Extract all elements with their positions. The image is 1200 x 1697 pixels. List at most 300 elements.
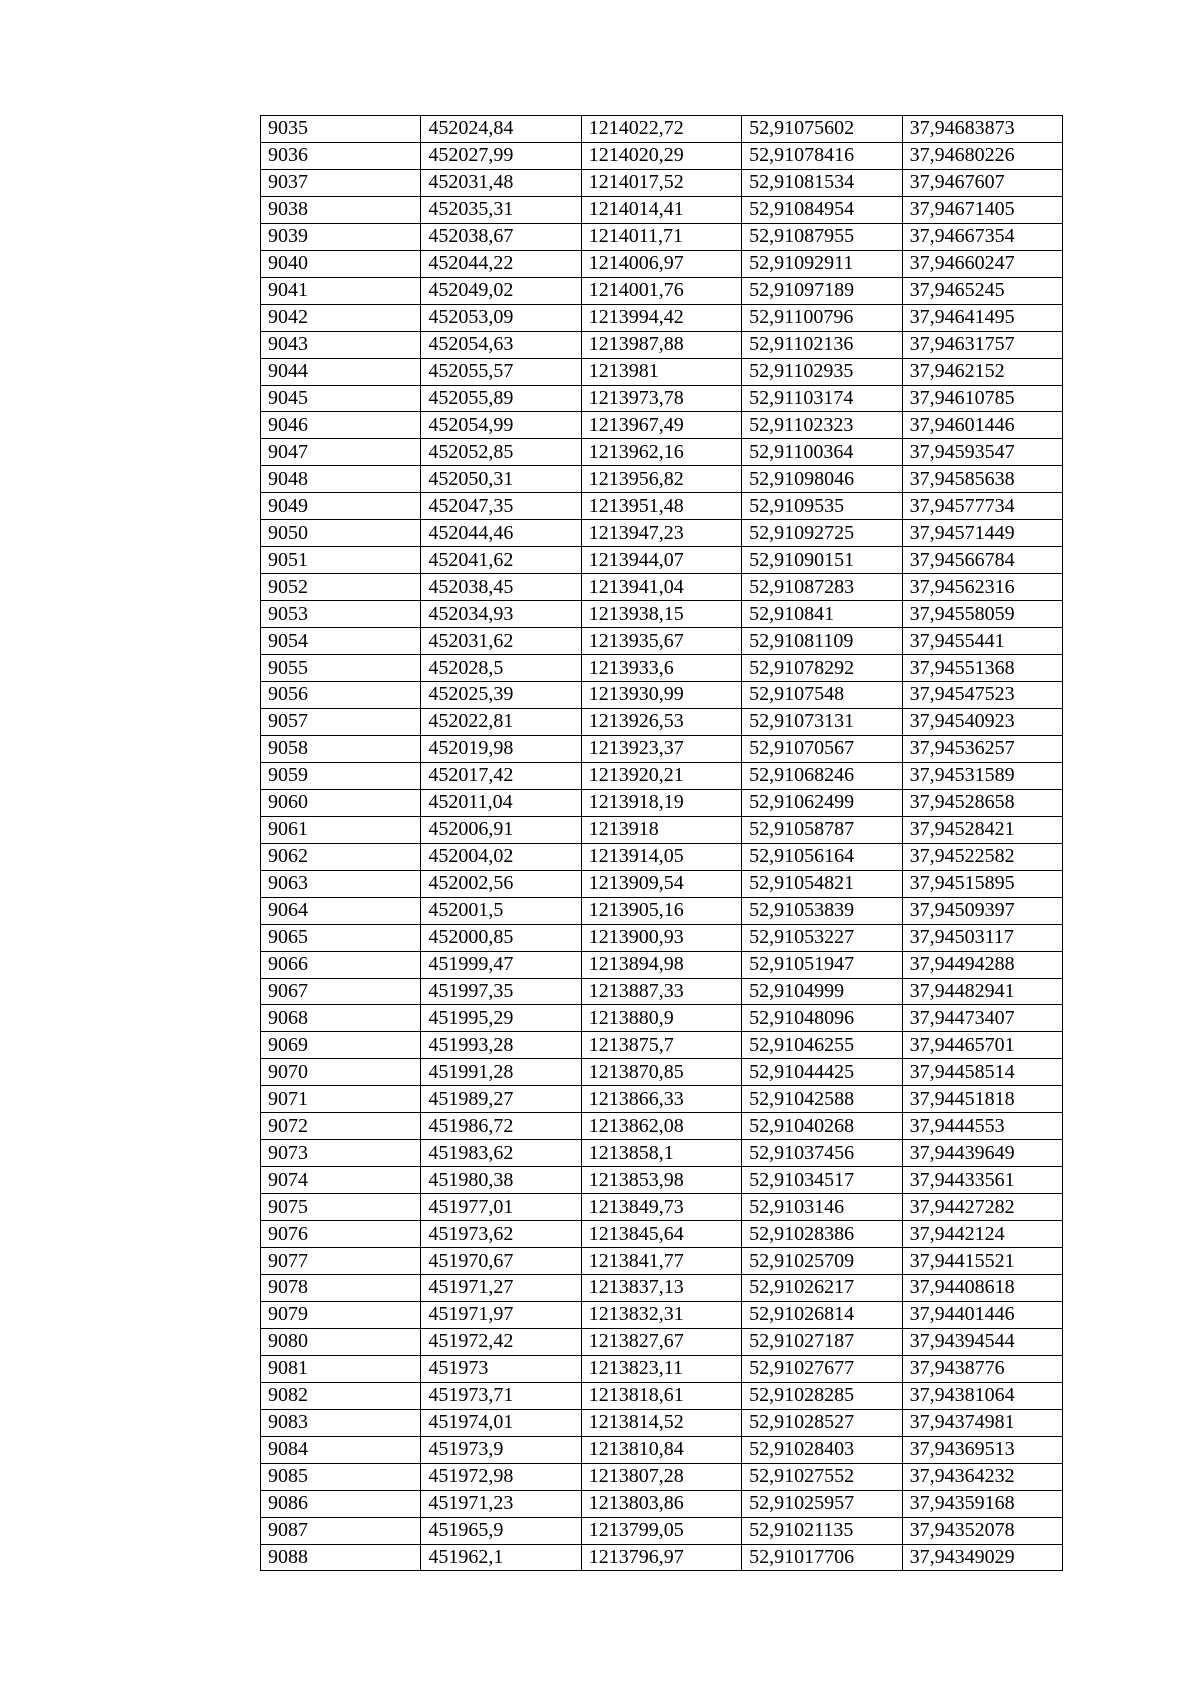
point-number-cell: 9044 (261, 358, 421, 385)
longitude-cell: 37,94359168 (902, 1490, 1062, 1517)
x-coordinate-cell: 451972,42 (421, 1328, 581, 1355)
point-number-cell: 9078 (261, 1274, 421, 1301)
longitude-cell: 37,94503117 (902, 924, 1062, 951)
longitude-cell: 37,94408618 (902, 1274, 1062, 1301)
longitude-cell: 37,94536257 (902, 735, 1062, 762)
longitude-cell: 37,94381064 (902, 1382, 1062, 1409)
table-row (261, 1409, 1063, 1436)
point-number-cell: 9050 (261, 520, 421, 547)
point-number-cell: 9055 (261, 655, 421, 682)
point-number-cell: 9043 (261, 331, 421, 358)
point-number-cell: 9042 (261, 304, 421, 331)
latitude-cell: 52,91044425 (742, 1059, 902, 1086)
point-number-cell: 9066 (261, 951, 421, 978)
longitude-cell: 37,94439649 (902, 1140, 1062, 1167)
point-number-cell: 9087 (261, 1517, 421, 1544)
latitude-cell: 52,91103174 (742, 385, 902, 412)
longitude-cell: 37,94547523 (902, 682, 1062, 709)
table-row (261, 789, 1063, 816)
x-coordinate-cell: 452024,84 (421, 116, 581, 143)
x-coordinate-cell: 452031,62 (421, 628, 581, 655)
x-coordinate-cell: 451989,27 (421, 1086, 581, 1113)
y-coordinate-cell: 1213981 (581, 358, 741, 385)
x-coordinate-cell: 451980,38 (421, 1167, 581, 1194)
point-number-cell: 9038 (261, 196, 421, 223)
x-coordinate-cell: 451991,28 (421, 1059, 581, 1086)
x-coordinate-cell: 452041,62 (421, 547, 581, 574)
longitude-cell: 37,94528421 (902, 816, 1062, 843)
latitude-cell: 52,91073131 (742, 708, 902, 735)
point-number-cell: 9060 (261, 789, 421, 816)
y-coordinate-cell: 1214001,76 (581, 277, 741, 304)
latitude-cell: 52,91081534 (742, 169, 902, 196)
y-coordinate-cell: 1214020,29 (581, 142, 741, 169)
y-coordinate-cell: 1213962,16 (581, 439, 741, 466)
x-coordinate-cell: 451971,97 (421, 1301, 581, 1328)
longitude-cell: 37,94494288 (902, 951, 1062, 978)
table-row (261, 1140, 1063, 1167)
y-coordinate-cell: 1213926,53 (581, 708, 741, 735)
latitude-cell: 52,91027677 (742, 1355, 902, 1382)
table-row (261, 1167, 1063, 1194)
point-number-cell: 9036 (261, 142, 421, 169)
point-number-cell: 9073 (261, 1140, 421, 1167)
x-coordinate-cell: 452038,45 (421, 574, 581, 601)
table-row (261, 223, 1063, 250)
longitude-cell: 37,94631757 (902, 331, 1062, 358)
longitude-cell: 37,94551368 (902, 655, 1062, 682)
point-number-cell: 9081 (261, 1355, 421, 1382)
longitude-cell: 37,94610785 (902, 385, 1062, 412)
x-coordinate-cell: 452022,81 (421, 708, 581, 735)
point-number-cell: 9072 (261, 1113, 421, 1140)
latitude-cell: 52,91053839 (742, 897, 902, 924)
latitude-cell: 52,91051947 (742, 951, 902, 978)
y-coordinate-cell: 1213947,23 (581, 520, 741, 547)
point-number-cell: 9077 (261, 1248, 421, 1275)
point-number-cell: 9064 (261, 897, 421, 924)
latitude-cell: 52,91042588 (742, 1086, 902, 1113)
table-row (261, 250, 1063, 277)
y-coordinate-cell: 1213799,05 (581, 1517, 741, 1544)
table-row (261, 1328, 1063, 1355)
table-row (261, 708, 1063, 735)
latitude-cell: 52,91056164 (742, 843, 902, 870)
x-coordinate-cell: 452006,91 (421, 816, 581, 843)
longitude-cell: 37,94540923 (902, 708, 1062, 735)
table-row (261, 735, 1063, 762)
x-coordinate-cell: 452031,48 (421, 169, 581, 196)
y-coordinate-cell: 1213810,84 (581, 1436, 741, 1463)
point-number-cell: 9040 (261, 250, 421, 277)
x-coordinate-cell: 452038,67 (421, 223, 581, 250)
x-coordinate-cell: 452019,98 (421, 735, 581, 762)
point-number-cell: 9054 (261, 628, 421, 655)
y-coordinate-cell: 1213827,67 (581, 1328, 741, 1355)
y-coordinate-cell: 1213818,61 (581, 1382, 741, 1409)
latitude-cell: 52,91068246 (742, 762, 902, 789)
point-number-cell: 9052 (261, 574, 421, 601)
latitude-cell: 52,91028527 (742, 1409, 902, 1436)
point-number-cell: 9057 (261, 708, 421, 735)
point-number-cell: 9062 (261, 843, 421, 870)
table-row (261, 116, 1063, 143)
y-coordinate-cell: 1213862,08 (581, 1113, 741, 1140)
y-coordinate-cell: 1213832,31 (581, 1301, 741, 1328)
y-coordinate-cell: 1213894,98 (581, 951, 741, 978)
x-coordinate-cell: 451999,47 (421, 951, 581, 978)
table-row (261, 1194, 1063, 1221)
longitude-cell: 37,94558059 (902, 601, 1062, 628)
y-coordinate-cell: 1213866,33 (581, 1086, 741, 1113)
longitude-cell: 37,94415521 (902, 1248, 1062, 1275)
x-coordinate-cell: 451973,9 (421, 1436, 581, 1463)
longitude-cell: 37,94509397 (902, 897, 1062, 924)
latitude-cell: 52,91102935 (742, 358, 902, 385)
longitude-cell: 37,9444553 (902, 1113, 1062, 1140)
point-number-cell: 9063 (261, 870, 421, 897)
x-coordinate-cell: 451965,9 (421, 1517, 581, 1544)
table-row (261, 196, 1063, 223)
table-row (261, 547, 1063, 574)
table-row (261, 843, 1063, 870)
latitude-cell: 52,91087283 (742, 574, 902, 601)
y-coordinate-cell: 1213823,11 (581, 1355, 741, 1382)
point-number-cell: 9083 (261, 1409, 421, 1436)
latitude-cell: 52,91025709 (742, 1248, 902, 1275)
y-coordinate-cell: 1213853,98 (581, 1167, 741, 1194)
table-row (261, 655, 1063, 682)
table-row (261, 601, 1063, 628)
longitude-cell: 37,94660247 (902, 250, 1062, 277)
latitude-cell: 52,91053227 (742, 924, 902, 951)
longitude-cell: 37,94601446 (902, 412, 1062, 439)
y-coordinate-cell: 1213994,42 (581, 304, 741, 331)
point-number-cell: 9041 (261, 277, 421, 304)
point-number-cell: 9069 (261, 1032, 421, 1059)
x-coordinate-cell: 451970,67 (421, 1248, 581, 1275)
y-coordinate-cell: 1213875,7 (581, 1032, 741, 1059)
latitude-cell: 52,91097189 (742, 277, 902, 304)
latitude-cell: 52,91092725 (742, 520, 902, 547)
x-coordinate-cell: 452054,63 (421, 331, 581, 358)
x-coordinate-cell: 451971,23 (421, 1490, 581, 1517)
latitude-cell: 52,91090151 (742, 547, 902, 574)
y-coordinate-cell: 1213935,67 (581, 628, 741, 655)
latitude-cell: 52,91040268 (742, 1113, 902, 1140)
point-number-cell: 9058 (261, 735, 421, 762)
table-row (261, 897, 1063, 924)
y-coordinate-cell: 1213849,73 (581, 1194, 741, 1221)
table-row (261, 1113, 1063, 1140)
x-coordinate-cell: 451973,62 (421, 1221, 581, 1248)
x-coordinate-cell: 452017,42 (421, 762, 581, 789)
y-coordinate-cell: 1213858,1 (581, 1140, 741, 1167)
longitude-cell: 37,94566784 (902, 547, 1062, 574)
table-row (261, 304, 1063, 331)
y-coordinate-cell: 1213941,04 (581, 574, 741, 601)
table-row (261, 520, 1063, 547)
longitude-cell: 37,94571449 (902, 520, 1062, 547)
y-coordinate-cell: 1214022,72 (581, 116, 741, 143)
x-coordinate-cell: 452049,02 (421, 277, 581, 304)
point-number-cell: 9071 (261, 1086, 421, 1113)
table-row (261, 466, 1063, 493)
point-number-cell: 9082 (261, 1382, 421, 1409)
point-number-cell: 9049 (261, 493, 421, 520)
point-number-cell: 9065 (261, 924, 421, 951)
latitude-cell: 52,91028403 (742, 1436, 902, 1463)
table-row (261, 1301, 1063, 1328)
latitude-cell: 52,91087955 (742, 223, 902, 250)
longitude-cell: 37,94683873 (902, 116, 1062, 143)
table-row (261, 1221, 1063, 1248)
table-row (261, 493, 1063, 520)
x-coordinate-cell: 452034,93 (421, 601, 581, 628)
point-number-cell: 9084 (261, 1436, 421, 1463)
longitude-cell: 37,94394544 (902, 1328, 1062, 1355)
x-coordinate-cell: 451983,62 (421, 1140, 581, 1167)
x-coordinate-cell: 452054,99 (421, 412, 581, 439)
latitude-cell: 52,91084954 (742, 196, 902, 223)
point-number-cell: 9039 (261, 223, 421, 250)
x-coordinate-cell: 451977,01 (421, 1194, 581, 1221)
y-coordinate-cell: 1213837,13 (581, 1274, 741, 1301)
latitude-cell: 52,91054821 (742, 870, 902, 897)
y-coordinate-cell: 1213845,64 (581, 1221, 741, 1248)
longitude-cell: 37,94531589 (902, 762, 1062, 789)
latitude-cell: 52,9103146 (742, 1194, 902, 1221)
x-coordinate-cell: 452028,5 (421, 655, 581, 682)
table-row (261, 1086, 1063, 1113)
x-coordinate-cell: 452011,04 (421, 789, 581, 816)
latitude-cell: 52,91062499 (742, 789, 902, 816)
point-number-cell: 9051 (261, 547, 421, 574)
longitude-cell: 37,94593547 (902, 439, 1062, 466)
x-coordinate-cell: 452001,5 (421, 897, 581, 924)
latitude-cell: 52,91017706 (742, 1544, 902, 1571)
x-coordinate-cell: 451973 (421, 1355, 581, 1382)
longitude-cell: 37,94451818 (902, 1086, 1062, 1113)
point-number-cell: 9080 (261, 1328, 421, 1355)
table-row (261, 1517, 1063, 1544)
y-coordinate-cell: 1213967,49 (581, 412, 741, 439)
x-coordinate-cell: 452050,31 (421, 466, 581, 493)
latitude-cell: 52,91034517 (742, 1167, 902, 1194)
longitude-cell: 37,94458514 (902, 1059, 1062, 1086)
table-row (261, 951, 1063, 978)
latitude-cell: 52,91028285 (742, 1382, 902, 1409)
x-coordinate-cell: 451973,71 (421, 1382, 581, 1409)
point-number-cell: 9075 (261, 1194, 421, 1221)
longitude-cell: 37,9467607 (902, 169, 1062, 196)
latitude-cell: 52,91102323 (742, 412, 902, 439)
longitude-cell: 37,94482941 (902, 978, 1062, 1005)
x-coordinate-cell: 451972,98 (421, 1463, 581, 1490)
point-number-cell: 9059 (261, 762, 421, 789)
table-row (261, 1248, 1063, 1275)
y-coordinate-cell: 1213918 (581, 816, 741, 843)
point-number-cell: 9068 (261, 1005, 421, 1032)
longitude-cell: 37,9455441 (902, 628, 1062, 655)
y-coordinate-cell: 1213944,07 (581, 547, 741, 574)
x-coordinate-cell: 451986,72 (421, 1113, 581, 1140)
latitude-cell: 52,91100364 (742, 439, 902, 466)
x-coordinate-cell: 452000,85 (421, 924, 581, 951)
y-coordinate-cell: 1213887,33 (581, 978, 741, 1005)
y-coordinate-cell: 1214017,52 (581, 169, 741, 196)
point-number-cell: 9079 (261, 1301, 421, 1328)
table-row (261, 628, 1063, 655)
latitude-cell: 52,91078292 (742, 655, 902, 682)
y-coordinate-cell: 1213914,05 (581, 843, 741, 870)
longitude-cell: 37,94369513 (902, 1436, 1062, 1463)
y-coordinate-cell: 1213909,54 (581, 870, 741, 897)
y-coordinate-cell: 1213938,15 (581, 601, 741, 628)
x-coordinate-cell: 452044,46 (421, 520, 581, 547)
y-coordinate-cell: 1213905,16 (581, 897, 741, 924)
y-coordinate-cell: 1213951,48 (581, 493, 741, 520)
longitude-cell: 37,94585638 (902, 466, 1062, 493)
latitude-cell: 52,91037456 (742, 1140, 902, 1167)
table-row (261, 1032, 1063, 1059)
point-number-cell: 9076 (261, 1221, 421, 1248)
latitude-cell: 52,91100796 (742, 304, 902, 331)
point-number-cell: 9061 (261, 816, 421, 843)
latitude-cell: 52,9107548 (742, 682, 902, 709)
table-row (261, 816, 1063, 843)
y-coordinate-cell: 1213807,28 (581, 1463, 741, 1490)
y-coordinate-cell: 1213796,97 (581, 1544, 741, 1571)
longitude-cell: 37,94515895 (902, 870, 1062, 897)
y-coordinate-cell: 1213923,37 (581, 735, 741, 762)
longitude-cell: 37,9442124 (902, 1221, 1062, 1248)
longitude-cell: 37,94427282 (902, 1194, 1062, 1221)
longitude-cell: 37,94364232 (902, 1463, 1062, 1490)
point-number-cell: 9088 (261, 1544, 421, 1571)
x-coordinate-cell: 452052,85 (421, 439, 581, 466)
point-number-cell: 9067 (261, 978, 421, 1005)
y-coordinate-cell: 1213920,21 (581, 762, 741, 789)
point-number-cell: 9045 (261, 385, 421, 412)
longitude-cell: 37,94562316 (902, 574, 1062, 601)
longitude-cell: 37,94349029 (902, 1544, 1062, 1571)
y-coordinate-cell: 1214006,97 (581, 250, 741, 277)
x-coordinate-cell: 451974,01 (421, 1409, 581, 1436)
latitude-cell: 52,91027552 (742, 1463, 902, 1490)
y-coordinate-cell: 1213803,86 (581, 1490, 741, 1517)
y-coordinate-cell: 1213870,85 (581, 1059, 741, 1086)
x-coordinate-cell: 452044,22 (421, 250, 581, 277)
longitude-cell: 37,94465701 (902, 1032, 1062, 1059)
y-coordinate-cell: 1213814,52 (581, 1409, 741, 1436)
table-row (261, 762, 1063, 789)
table-row (261, 358, 1063, 385)
point-number-cell: 9053 (261, 601, 421, 628)
longitude-cell: 37,94522582 (902, 843, 1062, 870)
point-number-cell: 9047 (261, 439, 421, 466)
latitude-cell: 52,91026217 (742, 1274, 902, 1301)
latitude-cell: 52,91028386 (742, 1221, 902, 1248)
y-coordinate-cell: 1213900,93 (581, 924, 741, 951)
longitude-cell: 37,9465245 (902, 277, 1062, 304)
x-coordinate-cell: 452055,57 (421, 358, 581, 385)
latitude-cell: 52,91026814 (742, 1301, 902, 1328)
latitude-cell: 52,9104999 (742, 978, 902, 1005)
latitude-cell: 52,91078416 (742, 142, 902, 169)
latitude-cell: 52,91048096 (742, 1005, 902, 1032)
point-number-cell: 9048 (261, 466, 421, 493)
longitude-cell: 37,94528658 (902, 789, 1062, 816)
y-coordinate-cell: 1213933,6 (581, 655, 741, 682)
coordinates-table-body (261, 116, 1063, 1571)
y-coordinate-cell: 1214011,71 (581, 223, 741, 250)
longitude-cell: 37,9462152 (902, 358, 1062, 385)
table-row (261, 870, 1063, 897)
x-coordinate-cell: 451995,29 (421, 1005, 581, 1032)
x-coordinate-cell: 452002,56 (421, 870, 581, 897)
y-coordinate-cell: 1213841,77 (581, 1248, 741, 1275)
point-number-cell: 9074 (261, 1167, 421, 1194)
point-number-cell: 9056 (261, 682, 421, 709)
longitude-cell: 37,94401446 (902, 1301, 1062, 1328)
x-coordinate-cell: 451962,1 (421, 1544, 581, 1571)
x-coordinate-cell: 452025,39 (421, 682, 581, 709)
longitude-cell: 37,94577734 (902, 493, 1062, 520)
longitude-cell: 37,94680226 (902, 142, 1062, 169)
table-row (261, 1274, 1063, 1301)
longitude-cell: 37,94641495 (902, 304, 1062, 331)
latitude-cell: 52,91025957 (742, 1490, 902, 1517)
table-row (261, 682, 1063, 709)
table-row (261, 1463, 1063, 1490)
table-row (261, 1005, 1063, 1032)
x-coordinate-cell: 452035,31 (421, 196, 581, 223)
table-row (261, 439, 1063, 466)
x-coordinate-cell: 452053,09 (421, 304, 581, 331)
longitude-cell: 37,94473407 (902, 1005, 1062, 1032)
y-coordinate-cell: 1214014,41 (581, 196, 741, 223)
x-coordinate-cell: 451971,27 (421, 1274, 581, 1301)
y-coordinate-cell: 1213918,19 (581, 789, 741, 816)
latitude-cell: 52,91081109 (742, 628, 902, 655)
point-number-cell: 9037 (261, 169, 421, 196)
x-coordinate-cell: 452027,99 (421, 142, 581, 169)
longitude-cell: 37,9438776 (902, 1355, 1062, 1382)
longitude-cell: 37,94352078 (902, 1517, 1062, 1544)
x-coordinate-cell: 452004,02 (421, 843, 581, 870)
latitude-cell: 52,91102136 (742, 331, 902, 358)
table-row (261, 1382, 1063, 1409)
coordinates-table (260, 115, 1063, 1571)
table-row (261, 169, 1063, 196)
point-number-cell: 9070 (261, 1059, 421, 1086)
table-row (261, 385, 1063, 412)
point-number-cell: 9046 (261, 412, 421, 439)
table-row (261, 1544, 1063, 1571)
longitude-cell: 37,94671405 (902, 196, 1062, 223)
latitude-cell: 52,91046255 (742, 1032, 902, 1059)
x-coordinate-cell: 451993,28 (421, 1032, 581, 1059)
x-coordinate-cell: 452055,89 (421, 385, 581, 412)
longitude-cell: 37,94433561 (902, 1167, 1062, 1194)
latitude-cell: 52,91092911 (742, 250, 902, 277)
y-coordinate-cell: 1213880,9 (581, 1005, 741, 1032)
table-row (261, 1059, 1063, 1086)
longitude-cell: 37,94374981 (902, 1409, 1062, 1436)
y-coordinate-cell: 1213930,99 (581, 682, 741, 709)
latitude-cell: 52,910841 (742, 601, 902, 628)
